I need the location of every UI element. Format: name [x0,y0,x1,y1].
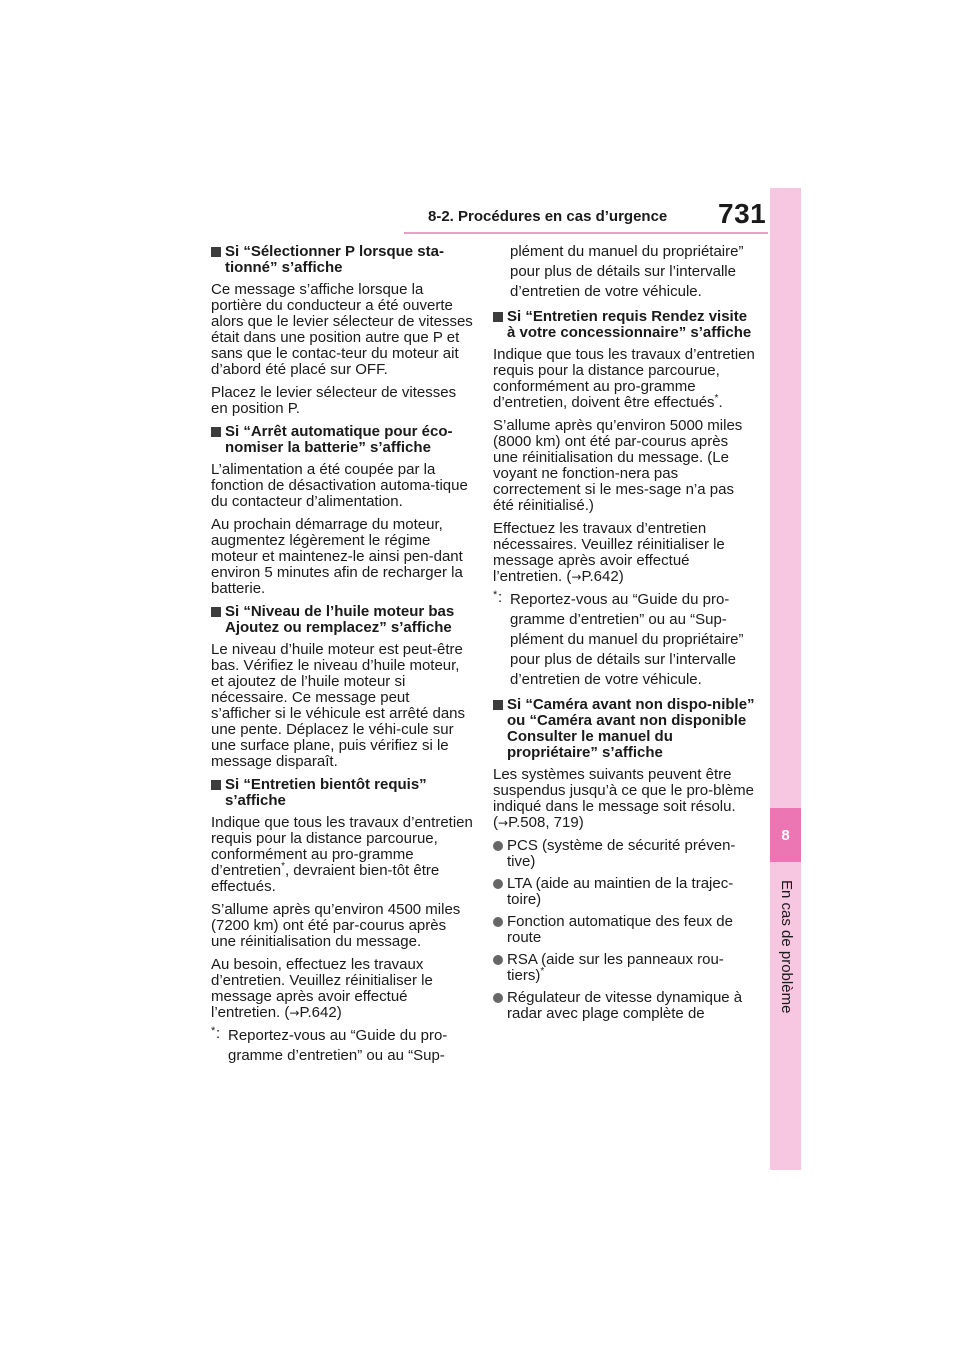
paragraph [493,347,756,411]
paragraph: Placez le levier sélecteur de vitesses en position P. [211,384,457,417]
list-item: Fonction automatique des feux de route [493,914,756,946]
page-reference: P.642) [299,1004,342,1021]
page-number: 731 [718,198,767,229]
section-heading: Si “Arrêt automatique pour éco-nomiser la batterie” s’affiche [211,424,473,456]
text-run: , devraient bien-tôt être effectués. [211,862,440,895]
section-heading: Si “Entretien bientôt requis” s’affiche [211,777,473,809]
footnote [493,590,756,690]
footnote-marker: * [281,861,285,872]
paragraph: Ce message s’affiche lorsque la portière du conducteur a été ouverte alors que le levier sélecteur de vitesses était dans une position autre que P et sans que le contac-teur du moteur ait d’abord été placé sur OFF. [211,281,473,378]
left-column [211,244,473,1073]
arrow-right-icon: → [571,570,582,584]
paragraph [493,521,756,585]
footnote-text: Reportez-vous au “Guide du pro-gramme d’entretien” ou au “Sup-plément du manuel du propriétaire” pour plus de détails sur l’intervalle d’entretien de votre véhicule. [510,591,744,688]
footnote-colon: : [498,589,503,606]
footnote [211,1026,473,1066]
section-heading: Si “Entretien requis Rendez visite à votre concessionnaire” s’affiche [493,309,756,341]
paragraph: S’allume après qu’environ 5000 miles (8000 km) ont été par-courus après une réinitialisation du message. (Le voyant ne fonction-nera pas correctement si le mes-sage n’a pas été réinitialisé.) [493,417,743,514]
paragraph [211,957,473,1021]
paragraph: L’alimentation a été coupée par la fonction de désactivation automa-tique du contacteur d’alimentation. [211,461,468,510]
page-reference: P.508, 719) [508,814,584,831]
section-heading: Si “Caméra avant non dispo-nible” ou “Caméra avant non disponible Consulter le manuel du propriétaire” s’affiche [493,697,756,761]
chapter-side-tab [770,188,801,1170]
paragraph [211,815,473,895]
right-column [493,244,756,1028]
text-run: Les systèmes suivants peuvent être suspendus jusqu’à ce que le pro-blème indiqué dans le message soit résolu. ( [493,766,754,831]
page-reference: P.642) [581,568,624,585]
list-item: Régulateur de vitesse dynamique à radar avec plage complète de [493,990,756,1022]
paragraph: S’allume après qu’environ 4500 miles (7200 km) ont été par-courus après une réinitialisation du message. [211,901,461,950]
text-run: Au besoin, effectuez les travaux d’entretien. Veuillez réinitialiser le message après avoir effectué l’entretien. ( [211,956,433,1021]
text-run: RSA (aide sur les panneaux rou-tiers) [507,951,724,984]
footnote-colon: : [216,1025,221,1042]
section-heading: Si “Sélectionner P lorsque sta-tionné” s’affiche [211,244,473,276]
list-item [493,952,756,984]
footnote-text: Reportez-vous au “Guide du pro-gramme d’entretien” ou au “Sup- [228,1027,448,1064]
chapter-label: En cas de problème [778,880,795,1014]
section-title: 8-2. Procédures en cas d’urgence [428,208,668,225]
footnote-marker: * [211,1025,216,1037]
arrow-right-icon: → [498,816,509,830]
header-divider [404,232,768,234]
text-run: Indique que tous les travaux d’entretien requis pour la distance parcourue, conformément au pro-gramme d’entretien, doivent être effectués [493,346,755,411]
footnote-continuation: plément du manuel du propriétaire” pour plus de détails sur l’intervalle d’entretien de votre véhicule. [510,243,744,300]
footnote-marker: * [714,393,719,404]
paragraph [493,767,756,831]
paragraph: Au prochain démarrage du moteur, augmentez légèrement le régime moteur et maintenez-le ainsi pen-dant environ 5 minutes afin de recharger la batterie. [211,516,463,597]
footnote-marker: * [540,966,545,977]
list-item: PCS (système de sécurité préven-tive) [493,838,756,870]
arrow-right-icon: → [289,1006,300,1020]
footnote-marker: * [493,589,498,601]
list-item: LTA (aide au maintien de la trajec-toire) [493,876,756,908]
text-run: Effectuez les travaux d’entretien nécessaires. Veuillez réinitialiser le message après avoir effectué l’entretien. ( [493,520,725,585]
paragraph: Le niveau d’huile moteur est peut-être bas. Vérifiez le niveau d’huile moteur, et ajoutez de l’huile moteur si nécessaire. Ce message peut s’afficher si le véhicule est arrêté dans une pente. Déplacez le véhi-cule sur une surface plane, puis vérifiez si le message disparaît. [211,641,466,770]
text-run: . [718,394,723,411]
chapter-number: 8 [770,808,801,862]
section-heading: Si “Niveau de l’huile moteur bas Ajoutez ou remplacez” s’affiche [211,604,473,636]
text-run: Indique que tous les travaux d’entretien requis pour la distance parcourue, conformément au pro-gramme d’entretien [211,814,473,879]
